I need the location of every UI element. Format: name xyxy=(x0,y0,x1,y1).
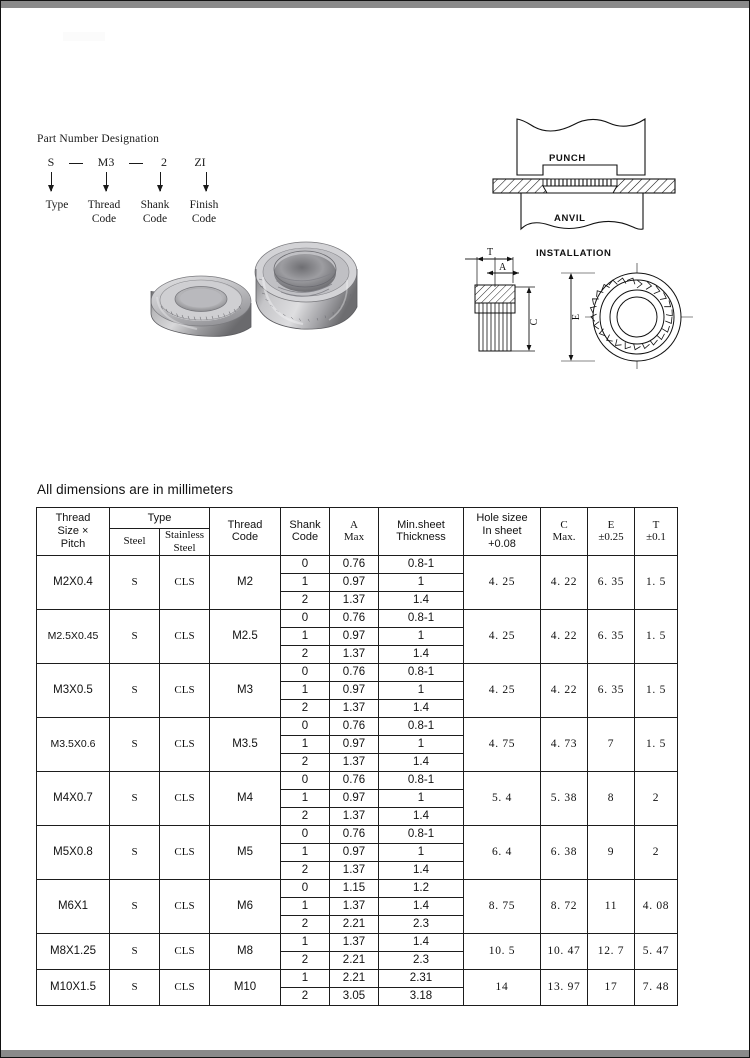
cell-c-max: 4. 73 xyxy=(541,717,588,771)
faint-mark xyxy=(63,32,105,41)
header-a-max: A Max xyxy=(330,508,379,556)
table-row xyxy=(37,825,678,843)
cell-shank-code: 2 xyxy=(281,645,330,663)
cell-min-sheet-thickness: 1.4 xyxy=(379,897,464,915)
cell-min-sheet-thickness: 1.4 xyxy=(379,933,464,951)
specification-table xyxy=(36,507,678,1006)
cell-thread-code: M4 xyxy=(210,771,281,825)
thread-section xyxy=(483,313,507,351)
cell-thread-size-pitch: M2X0.4 xyxy=(37,555,110,609)
cell-min-sheet-thickness: 0.8-1 xyxy=(379,717,464,735)
cell-steel: S xyxy=(110,771,160,825)
sheet-right xyxy=(613,179,675,193)
cell-shank-code: 2 xyxy=(281,753,330,771)
cell-a-max: 1.37 xyxy=(330,897,379,915)
cell-shank-code: 1 xyxy=(281,969,330,987)
cell-thread-code: M8 xyxy=(210,933,281,969)
cell-c-max: 6. 38 xyxy=(541,825,588,879)
table-row xyxy=(37,609,678,627)
cell-e-tolerance: 7 xyxy=(588,717,635,771)
cell-stainless-steel: CLS xyxy=(160,825,210,879)
cell-a-max: 1.37 xyxy=(330,699,379,717)
cell-min-sheet-thickness: 1.4 xyxy=(379,591,464,609)
cell-a-max: 2.21 xyxy=(330,915,379,933)
cell-t-tolerance: 1. 5 xyxy=(635,663,678,717)
cell-a-max: 1.37 xyxy=(330,807,379,825)
cell-thread-size-pitch: M10X1.5 xyxy=(37,969,110,1005)
cell-steel: S xyxy=(110,717,160,771)
anvil-label: ANVIL xyxy=(554,213,586,224)
cell-shank-code: 1 xyxy=(281,933,330,951)
cell-min-sheet-thickness: 0.8-1 xyxy=(379,771,464,789)
cell-t-tolerance: 7. 48 xyxy=(635,969,678,1005)
cell-a-max: 1.37 xyxy=(330,861,379,879)
table-header-row-1 xyxy=(37,508,678,529)
dim-A-text: A xyxy=(499,262,507,273)
down-arrow-icon xyxy=(106,172,107,191)
cell-e-tolerance: 9 xyxy=(588,825,635,879)
cell-t-tolerance: 1. 5 xyxy=(635,555,678,609)
cell-min-sheet-thickness: 1 xyxy=(379,681,464,699)
cell-a-max: 1.37 xyxy=(330,933,379,951)
top-view-dimension-drawing xyxy=(549,259,699,371)
cell-e-tolerance: 6. 35 xyxy=(588,663,635,717)
cell-t-tolerance: 2 xyxy=(635,771,678,825)
cell-shank-code: 1 xyxy=(281,573,330,591)
header-steel: Steel xyxy=(110,529,160,556)
cell-a-max: 0.97 xyxy=(330,735,379,753)
cell-min-sheet-thickness: 1.4 xyxy=(379,645,464,663)
cell-shank-code: 0 xyxy=(281,825,330,843)
cell-a-max: 1.37 xyxy=(330,591,379,609)
sheet-left xyxy=(493,179,549,193)
part-number-arrows xyxy=(37,172,237,198)
cell-hole-size: 4. 25 xyxy=(464,609,541,663)
cell-min-sheet-thickness: 0.8-1 xyxy=(379,663,464,681)
pn-label-type: Type xyxy=(45,199,69,211)
cell-steel: S xyxy=(110,879,160,933)
cell-thread-code: M2.5 xyxy=(210,609,281,663)
cell-thread-size-pitch: M5X0.8 xyxy=(37,825,110,879)
cell-thread-size-pitch: M3.5X0.6 xyxy=(37,717,110,771)
cell-shank-code: 2 xyxy=(281,807,330,825)
cell-e-tolerance: 17 xyxy=(588,969,635,1005)
cell-min-sheet-thickness: 2.3 xyxy=(379,915,464,933)
cell-shank-code: 1 xyxy=(281,681,330,699)
cell-steel: S xyxy=(110,933,160,969)
cell-shank-code: 2 xyxy=(281,915,330,933)
cell-c-max: 4. 22 xyxy=(541,555,588,609)
cell-thread-size-pitch: M2.5X0.45 xyxy=(37,609,110,663)
cell-hole-size: 14 xyxy=(464,969,541,1005)
cell-t-tolerance: 2 xyxy=(635,825,678,879)
cell-e-tolerance: 11 xyxy=(588,879,635,933)
product-photo-self-clinching-nuts xyxy=(133,225,373,359)
pn-label-finish: Finish Code xyxy=(189,199,219,226)
cell-a-max: 1.37 xyxy=(330,645,379,663)
cell-steel: S xyxy=(110,663,160,717)
cell-e-tolerance: 8 xyxy=(588,771,635,825)
cell-min-sheet-thickness: 1.4 xyxy=(379,753,464,771)
cell-thread-size-pitch: M8X1.25 xyxy=(37,933,110,969)
cell-hole-size: 6. 4 xyxy=(464,825,541,879)
nut-right xyxy=(255,242,357,329)
cell-a-max: 0.76 xyxy=(330,771,379,789)
table-row xyxy=(37,933,678,951)
cell-a-max: 0.76 xyxy=(330,717,379,735)
dim-T-text: T xyxy=(487,247,494,258)
cell-shank-code: 1 xyxy=(281,789,330,807)
cell-min-sheet-thickness: 1.4 xyxy=(379,861,464,879)
cell-min-sheet-thickness: 1 xyxy=(379,843,464,861)
cell-min-sheet-thickness: 1.2 xyxy=(379,879,464,897)
cell-a-max: 0.97 xyxy=(330,843,379,861)
pn-separator-1 xyxy=(65,155,87,170)
header-hole-size: Hole sizee In sheet +0.08 xyxy=(464,508,541,556)
header-thread-size-pitch: Thread Size × Pitch xyxy=(37,508,110,556)
cell-a-max: 0.97 xyxy=(330,627,379,645)
cell-shank-code: 0 xyxy=(281,771,330,789)
cell-a-max: 0.97 xyxy=(330,789,379,807)
cell-stainless-steel: CLS xyxy=(160,933,210,969)
cell-thread-size-pitch: M3X0.5 xyxy=(37,663,110,717)
cell-steel: S xyxy=(110,609,160,663)
cell-e-tolerance: 12. 7 xyxy=(588,933,635,969)
cell-a-max: 0.97 xyxy=(330,681,379,699)
pn-shank-code: 2 xyxy=(161,155,167,169)
table-row xyxy=(37,555,678,573)
cell-shank-code: 2 xyxy=(281,987,330,1005)
cell-min-sheet-thickness: 1 xyxy=(379,627,464,645)
cell-thread-code: M6 xyxy=(210,879,281,933)
cell-a-max: 1.37 xyxy=(330,753,379,771)
cell-e-tolerance: 6. 35 xyxy=(588,555,635,609)
cell-t-tolerance: 1. 5 xyxy=(635,609,678,663)
knurled-ring xyxy=(590,273,681,361)
cell-hole-size: 4. 75 xyxy=(464,717,541,771)
cell-min-sheet-thickness: 0.8-1 xyxy=(379,825,464,843)
cell-thread-code: M3.5 xyxy=(210,717,281,771)
cell-steel: S xyxy=(110,555,160,609)
cell-c-max: 8. 72 xyxy=(541,879,588,933)
cell-stainless-steel: CLS xyxy=(160,969,210,1005)
cell-c-max: 4. 22 xyxy=(541,609,588,663)
cell-thread-code: M10 xyxy=(210,969,281,1005)
cell-thread-code: M3 xyxy=(210,663,281,717)
table-row xyxy=(37,771,678,789)
cell-shank-code: 0 xyxy=(281,609,330,627)
pn-thread-code: M3 xyxy=(97,155,115,169)
cell-min-sheet-thickness: 3.18 xyxy=(379,987,464,1005)
cell-hole-size: 4. 25 xyxy=(464,555,541,609)
cell-c-max: 5. 38 xyxy=(541,771,588,825)
cell-e-tolerance: 6. 35 xyxy=(588,609,635,663)
header-c-max: C Max. xyxy=(541,508,588,556)
part-number-designation-block xyxy=(37,133,237,227)
cell-steel: S xyxy=(110,969,160,1005)
cell-stainless-steel: CLS xyxy=(160,879,210,933)
header-t-tolerance: T ±0.1 xyxy=(635,508,678,556)
nut-left xyxy=(151,276,251,336)
dim-E-text: E xyxy=(571,313,582,321)
cell-a-max: 0.76 xyxy=(330,825,379,843)
cell-min-sheet-thickness: 1.4 xyxy=(379,699,464,717)
pn-separator-2 xyxy=(125,155,147,170)
cell-a-max: 0.76 xyxy=(330,663,379,681)
cell-min-sheet-thickness: 1 xyxy=(379,573,464,591)
pn-type-code: S xyxy=(47,155,55,169)
cell-shank-code: 2 xyxy=(281,699,330,717)
cell-thread-size-pitch: M6X1 xyxy=(37,879,110,933)
cell-shank-code: 1 xyxy=(281,843,330,861)
cell-t-tolerance: 1. 5 xyxy=(635,717,678,771)
cell-thread-code: M5 xyxy=(210,825,281,879)
pn-finish-code: ZI xyxy=(194,155,206,169)
cell-a-max: 0.97 xyxy=(330,573,379,591)
table-row xyxy=(37,879,678,897)
cell-shank-code: 1 xyxy=(281,897,330,915)
header-type: Type xyxy=(110,508,210,529)
cell-a-max: 1.15 xyxy=(330,879,379,897)
cell-c-max: 4. 22 xyxy=(541,663,588,717)
punch-body xyxy=(517,119,645,175)
cell-hole-size: 5. 4 xyxy=(464,771,541,825)
cell-shank-code: 2 xyxy=(281,861,330,879)
header-shank-code: Shank Code xyxy=(281,508,330,556)
cell-thread-code: M2 xyxy=(210,555,281,609)
cell-c-max: 13. 97 xyxy=(541,969,588,1005)
table-caption: All dimensions are in millimeters xyxy=(37,482,234,497)
part-number-designation-title: Part Number Designation xyxy=(37,133,160,145)
cell-min-sheet-thickness: 1 xyxy=(379,789,464,807)
cell-a-max: 2.21 xyxy=(330,951,379,969)
down-arrow-icon xyxy=(160,172,161,191)
cell-shank-code: 2 xyxy=(281,591,330,609)
cell-shank-code: 0 xyxy=(281,663,330,681)
dim-C-text: C xyxy=(529,318,540,326)
punch-anvil-diagram xyxy=(487,113,697,235)
header-min-sheet-thickness: Min.sheet Thickness xyxy=(379,508,464,556)
header-thread-code: Thread Code xyxy=(210,508,281,556)
cell-min-sheet-thickness: 2.31 xyxy=(379,969,464,987)
header-e-tolerance: E ±0.25 xyxy=(588,508,635,556)
cell-c-max: 10. 47 xyxy=(541,933,588,969)
cell-a-max: 3.05 xyxy=(330,987,379,1005)
table-row xyxy=(37,969,678,987)
cell-stainless-steel: CLS xyxy=(160,771,210,825)
table-row xyxy=(37,663,678,681)
cell-shank-code: 0 xyxy=(281,555,330,573)
cell-stainless-steel: CLS xyxy=(160,663,210,717)
cell-shank-code: 1 xyxy=(281,735,330,753)
cell-stainless-steel: CLS xyxy=(160,717,210,771)
punch-label: PUNCH xyxy=(549,153,586,164)
cell-steel: S xyxy=(110,825,160,879)
cell-t-tolerance: 4. 08 xyxy=(635,879,678,933)
header-stainless-steel: Stainless Steel xyxy=(160,529,210,556)
installation-label: INSTALLATION xyxy=(536,248,612,259)
cell-shank-code: 1 xyxy=(281,627,330,645)
cell-a-max: 2.21 xyxy=(330,969,379,987)
cell-min-sheet-thickness: 0.8-1 xyxy=(379,609,464,627)
cell-a-max: 0.76 xyxy=(330,609,379,627)
cell-t-tolerance: 5. 47 xyxy=(635,933,678,969)
cell-min-sheet-thickness: 1.4 xyxy=(379,807,464,825)
cell-min-sheet-thickness: 0.8-1 xyxy=(379,555,464,573)
part-number-example xyxy=(37,155,237,170)
down-arrow-icon xyxy=(206,172,207,191)
down-arrow-icon xyxy=(51,172,52,191)
table-body xyxy=(37,555,678,1005)
cell-hole-size: 8. 75 xyxy=(464,879,541,933)
cell-min-sheet-thickness: 2.3 xyxy=(379,951,464,969)
cell-hole-size: 4. 25 xyxy=(464,663,541,717)
table-row xyxy=(37,717,678,735)
cell-shank-code: 0 xyxy=(281,717,330,735)
part-number-labels xyxy=(37,198,237,227)
table-header xyxy=(37,508,678,556)
cell-stainless-steel: CLS xyxy=(160,609,210,663)
cell-min-sheet-thickness: 1 xyxy=(379,735,464,753)
pn-label-thread: Thread Code xyxy=(87,199,121,226)
cell-a-max: 0.76 xyxy=(330,555,379,573)
cell-hole-size: 10. 5 xyxy=(464,933,541,969)
cell-thread-size-pitch: M4X0.7 xyxy=(37,771,110,825)
cell-shank-code: 0 xyxy=(281,879,330,897)
cell-stainless-steel: CLS xyxy=(160,555,210,609)
cell-shank-code: 2 xyxy=(281,951,330,969)
pn-label-shank: Shank Code xyxy=(140,199,170,226)
